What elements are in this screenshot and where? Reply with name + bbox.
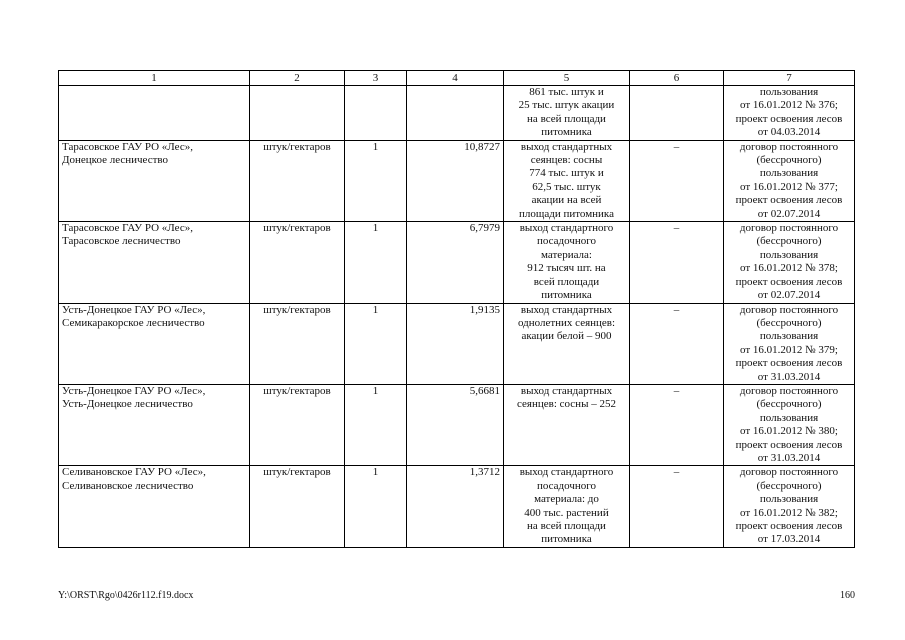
cell-line: Тарасовское лесничество <box>62 235 181 248</box>
org-cell <box>59 303 250 384</box>
cell-line: однолетних сеянцев: <box>517 316 616 329</box>
cell-line: 400 тыс. растений <box>524 506 609 519</box>
cell-line: площади питомника <box>519 207 614 220</box>
note-cell: – <box>630 303 724 384</box>
cell-line: 912 тысяч шт. на <box>527 262 606 275</box>
cell-line: материала: <box>541 248 592 261</box>
cell-line: Усть-Донецкое ГАУ РО «Лес», <box>62 303 206 316</box>
cell-line: от 16.01.2012 № 378; <box>740 262 838 275</box>
cell-line: договор постоянного <box>739 222 839 235</box>
cell-line: выход стандартного <box>519 466 614 479</box>
output-cell <box>504 384 630 465</box>
cell-line: договор постоянного <box>739 466 839 479</box>
cell-line: посадочного <box>536 235 597 248</box>
table-row <box>59 222 855 303</box>
output-cell <box>504 466 630 547</box>
cell-line: на всей площади <box>527 112 606 125</box>
contract-cell <box>724 384 855 465</box>
table-row <box>59 384 855 465</box>
area-cell: 1,9135 <box>407 303 504 384</box>
org-cell <box>59 140 250 221</box>
note-cell: – <box>630 466 724 547</box>
cell-line: (бессрочного) <box>756 235 822 248</box>
contract-cell <box>724 140 855 221</box>
cell-line: проект освоения лесов <box>735 275 843 288</box>
table-row <box>59 140 855 221</box>
cell-line: сеянцев: сосны – 252 <box>517 398 616 411</box>
cell-line: Селивановское лесничество <box>62 479 194 492</box>
cell-line: от 16.01.2012 № 380; <box>740 425 838 438</box>
area-cell: 10,8727 <box>407 140 504 221</box>
header-row <box>59 71 855 86</box>
data-table <box>58 70 855 548</box>
cell-line: Селивановское ГАУ РО «Лес», <box>62 466 206 479</box>
cell-line: от 17.03.2014 <box>757 533 821 546</box>
page-number: 160 <box>840 590 855 601</box>
org-cell <box>59 466 250 547</box>
cell-line: проект освоения лесов <box>735 438 843 451</box>
cell-line: питомника <box>541 126 592 139</box>
cell-line: 25 тыс. штук акации <box>518 99 615 112</box>
header-cell-2: 2 <box>250 71 345 86</box>
table-row <box>59 86 855 141</box>
header-cell-7: 7 <box>724 71 855 86</box>
cell-line: материала: до <box>534 493 599 506</box>
cell-line: от 02.07.2014 <box>757 289 821 302</box>
cell-line: пользования <box>759 330 819 343</box>
contract-cell <box>724 222 855 303</box>
area-cell: 6,7979 <box>407 222 504 303</box>
cell-line: договор постоянного <box>739 384 839 397</box>
cell-line: пользования <box>759 167 819 180</box>
cell-line: проект освоения лесов <box>735 112 843 125</box>
table-header <box>59 71 855 86</box>
cell-line: выход стандартных <box>520 140 613 153</box>
unit-cell <box>250 86 345 141</box>
cell-line: сеянцев: сосны <box>530 154 603 167</box>
header-cell-5: 5 <box>504 71 630 86</box>
cell-line: проект освоения лесов <box>735 357 843 370</box>
cell-line: 861 тыс. штук и <box>529 86 604 98</box>
cell-line: питомника <box>541 289 592 302</box>
cell-line: выход стандартных <box>520 384 613 397</box>
quantity-cell: 1 <box>345 140 407 221</box>
unit-cell: штук/гектаров <box>250 140 345 221</box>
cell-line: от 31.03.2014 <box>757 370 821 383</box>
cell-line: (бессрочного) <box>756 316 822 329</box>
unit-cell: штук/гектаров <box>250 384 345 465</box>
note-cell: – <box>630 222 724 303</box>
cell-line: выход стандартного <box>519 222 614 235</box>
output-cell <box>504 86 630 141</box>
cell-line: на всей площади <box>527 520 606 532</box>
header-cell-3: 3 <box>345 71 407 86</box>
table-row <box>59 466 855 547</box>
cell-line: от 16.01.2012 № 377; <box>740 180 838 193</box>
contract-cell <box>724 466 855 547</box>
cell-line: (бессрочного) <box>756 398 822 411</box>
cell-line: акации белой – 900 <box>521 330 612 343</box>
cell-line: всей площади <box>533 275 600 288</box>
cell-line: проект освоения лесов <box>735 194 843 207</box>
unit-cell: штук/гектаров <box>250 303 345 384</box>
note-cell <box>630 86 724 141</box>
cell-line: посадочного <box>536 479 597 492</box>
quantity-cell: 1 <box>345 222 407 303</box>
cell-line: от 16.01.2012 № 379; <box>740 343 838 356</box>
cell-line: питомника <box>541 533 592 546</box>
cell-line: 774 тыс. штук и <box>529 167 604 180</box>
table-body <box>59 86 855 548</box>
cell-line: пользования <box>759 493 819 506</box>
output-cell <box>504 222 630 303</box>
header-cell-1: 1 <box>59 71 250 86</box>
cell-line: от 04.03.2014 <box>757 126 821 139</box>
cell-line: Тарасовское ГАУ РО «Лес», <box>62 140 193 153</box>
note-cell: – <box>630 384 724 465</box>
org-cell <box>59 222 250 303</box>
cell-line: Усть-Донецкое лесничество <box>62 398 193 411</box>
cell-line: договор постоянного <box>739 140 839 153</box>
cell-line: от 02.07.2014 <box>757 207 821 220</box>
area-cell <box>407 86 504 141</box>
quantity-cell: 1 <box>345 384 407 465</box>
quantity-cell: 1 <box>345 303 407 384</box>
table-row <box>59 303 855 384</box>
cell-line: от 16.01.2012 № 376; <box>740 99 838 112</box>
area-cell: 5,6681 <box>407 384 504 465</box>
cell-line: пользования <box>759 86 819 98</box>
header-cell-6: 6 <box>630 71 724 86</box>
cell-line: акации на всей <box>531 194 602 207</box>
cell-line: (бессрочного) <box>756 154 822 167</box>
output-cell <box>504 140 630 221</box>
cell-line: (бессрочного) <box>756 479 822 492</box>
org-cell <box>59 384 250 465</box>
unit-cell: штук/гектаров <box>250 222 345 303</box>
cell-line: пользования <box>759 248 819 261</box>
cell-line: 62,5 тыс. штук <box>532 180 601 193</box>
cell-line: Семикаракорское лесничество <box>62 316 205 329</box>
cell-line: проект освоения лесов <box>735 520 843 532</box>
org-cell <box>59 86 250 141</box>
cell-line: пользования <box>759 411 819 424</box>
cell-line: Тарасовское ГАУ РО «Лес», <box>62 222 193 235</box>
contract-cell <box>724 303 855 384</box>
cell-line: Донецкое лесничество <box>62 154 169 167</box>
footer-file-path: Y:\ORST\Rgo\0426r112.f19.docx <box>58 590 194 601</box>
output-cell <box>504 303 630 384</box>
cell-line: договор постоянного <box>739 303 839 316</box>
unit-cell: штук/гектаров <box>250 466 345 547</box>
cell-line: выход стандартных <box>520 303 613 316</box>
cell-line: от 16.01.2012 № 382; <box>740 506 838 519</box>
contract-cell <box>724 86 855 141</box>
area-cell: 1,3712 <box>407 466 504 547</box>
header-cell-4: 4 <box>407 71 504 86</box>
note-cell: – <box>630 140 724 221</box>
cell-line: Усть-Донецкое ГАУ РО «Лес», <box>62 384 206 397</box>
quantity-cell <box>345 86 407 141</box>
quantity-cell: 1 <box>345 466 407 547</box>
cell-line: от 31.03.2014 <box>757 451 821 464</box>
